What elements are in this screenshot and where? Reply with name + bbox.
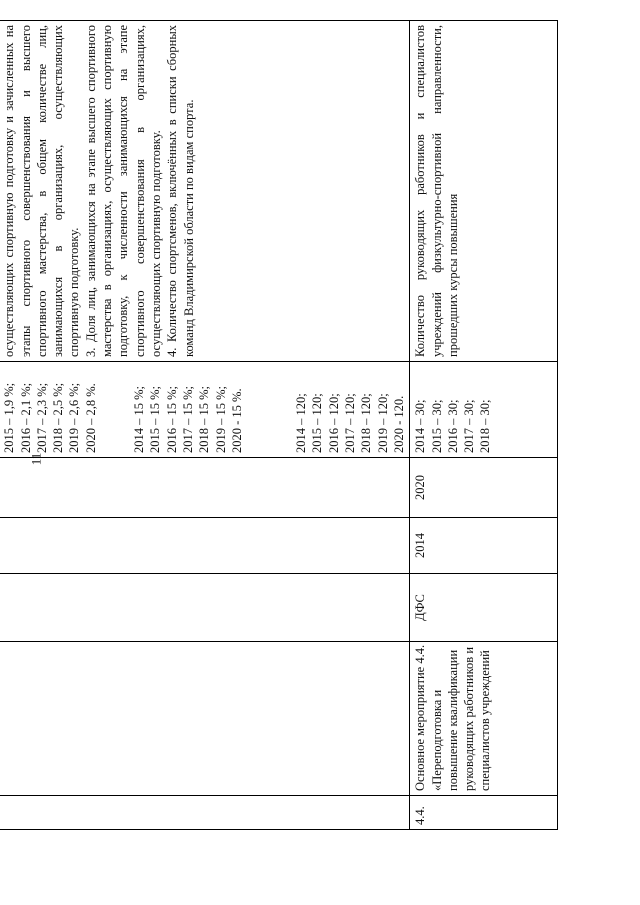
measure-name-cell: [0, 642, 410, 796]
value-line: 2014 – 120;: [294, 393, 309, 453]
indicator-values-cell: [410, 362, 558, 458]
indicator-values-cell: [0, 362, 410, 458]
value-line: 2017 – 2,3 %;: [34, 382, 49, 453]
end-year-cell: 2020: [410, 458, 558, 518]
value-line: 2017 – 15 %;: [180, 385, 195, 453]
name-line: Основное мероприятие 4.4.: [413, 644, 428, 791]
name-line: повышение квалификации: [445, 649, 460, 791]
value-line: 2016 – 2,1 %;: [18, 382, 33, 453]
page-number: 11: [28, 452, 44, 466]
value-line: 2018 – 2,5 %;: [51, 382, 66, 453]
start-year-cell: 2014: [410, 518, 558, 574]
table-row: [410, 21, 558, 830]
indicator-paragraph: 3. Доля лиц, занимающихся на этапе высшего спортивного мастерства в организациях, осуществляющих спортивную подготовку, к численности занимающихся на этапе спортивного совершенствования в организациях, осуществляющих спортивную подготовку.: [83, 25, 163, 357]
indicators-cell: [0, 21, 410, 362]
value-line: 2016 – 120;: [326, 393, 341, 453]
executor-cell: ДФС: [410, 574, 558, 642]
value-line: 2020 - 120.: [391, 395, 406, 453]
row-number-cell: 4.4.: [410, 796, 558, 830]
value-line: 2020 - 15 %.: [229, 388, 244, 453]
value-line: 2015 – 15 %;: [148, 385, 163, 453]
value-line: 2015 – 30;: [429, 399, 444, 453]
row-number-cell: [0, 796, 410, 830]
value-line: 2019 – 15 %;: [213, 385, 228, 453]
indicator-paragraph: Количество руководящих работников и специалистов учреждений физкультурно-спортивной направленности, прошедших курсы повышения: [413, 25, 460, 357]
value-line: 2016 – 15 %;: [164, 385, 179, 453]
indicators-cell: [410, 21, 558, 362]
table-row: [0, 21, 410, 830]
value-line: 2019 – 2,6 %;: [67, 382, 82, 453]
value-line: 2017 – 120;: [343, 393, 358, 453]
value-line: 2018 – 30;: [478, 399, 493, 453]
end-year-cell: [0, 458, 410, 518]
name-line: «Переподготовка и: [429, 689, 444, 791]
start-year-cell: [0, 518, 410, 574]
value-line: 2020 – 2,8 %.: [83, 383, 98, 453]
rotated-page-content: [0, 21, 493, 830]
program-measures-table: [0, 20, 558, 830]
value-line: 2019 – 120;: [375, 393, 390, 453]
value-line: 2018 – 120;: [359, 393, 374, 453]
indicator-paragraph: осуществляющих спортивную подготовку и зачисленных на этапы спортивного совершенствования и высшего спортивного мастерства, в общем количестве лиц, занимающихся в организациях, осуществляющих спортивную подготовку.: [2, 25, 82, 357]
value-line: 2015 – 1,9 %;: [2, 382, 17, 453]
value-line: 2014 – 30;: [413, 399, 428, 453]
value-line: 2015 – 120;: [310, 393, 325, 453]
measure-name-cell: [410, 642, 558, 796]
value-line: 2017 – 30;: [462, 399, 477, 453]
value-line: 2018 – 15 %;: [197, 385, 212, 453]
indicator-paragraph: 4. Количество спортсменов, включённых в списки сборных команд Владимирской области по видам спорта.: [165, 25, 196, 357]
value-line: 2016 – 30;: [445, 399, 460, 453]
name-line: руководящих работников и: [462, 646, 477, 791]
value-line: 2014 – 15 %;: [132, 385, 147, 453]
name-line: специалистов учреждений: [478, 650, 493, 791]
executor-cell: [0, 574, 410, 642]
